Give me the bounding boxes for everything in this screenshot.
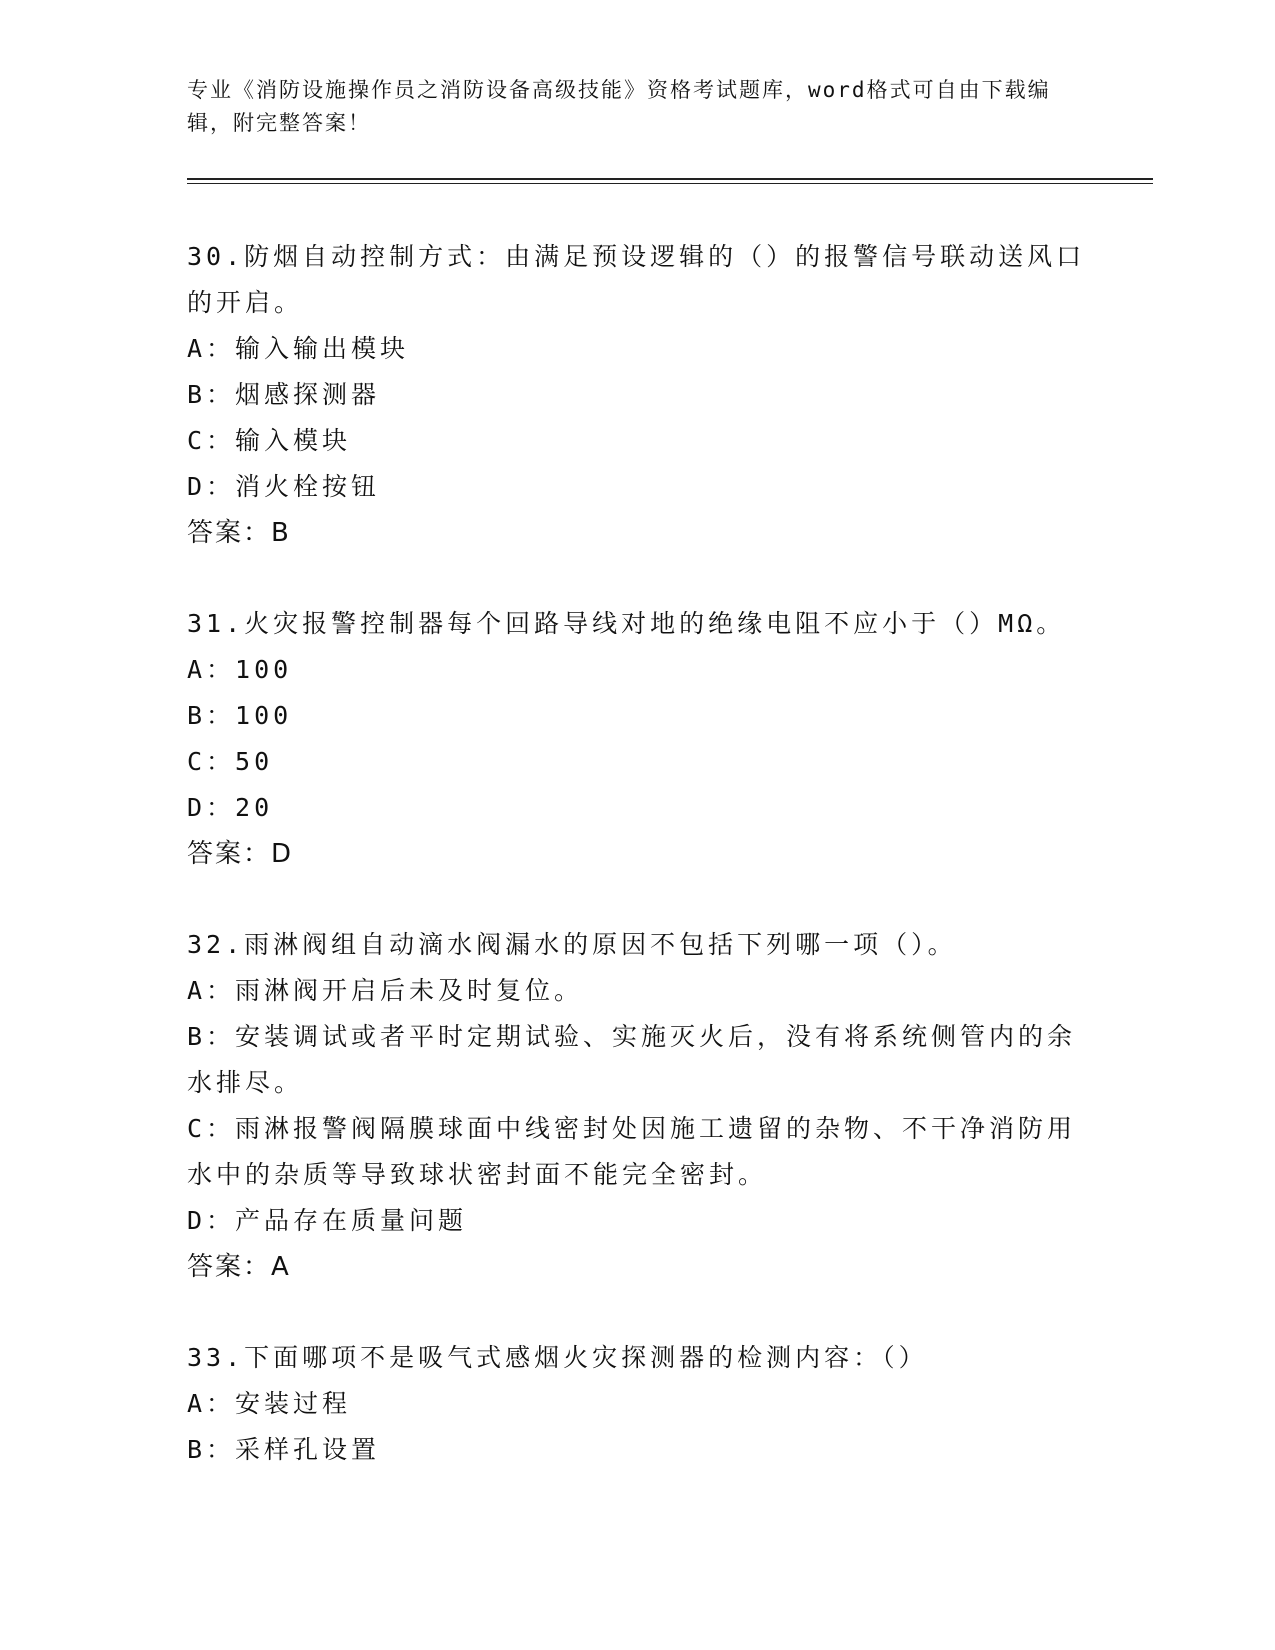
question-list	[187, 234, 1087, 1518]
question-31	[187, 601, 1087, 877]
option-b: B：烟感探测器	[187, 380, 381, 409]
answer: 答案：D	[187, 839, 294, 869]
option-d: D：产品存在质量问题	[187, 1206, 468, 1235]
question-32	[187, 922, 1087, 1290]
question-stem: 32.雨淋阀组自动滴水阀漏水的原因不包括下列哪一项（）。	[187, 930, 957, 959]
option-a: A：输入输出模块	[187, 334, 410, 363]
question-stem: 30.防烟自动控制方式：由满足预设逻辑的（）的报警信号联动送风口的开启。	[187, 242, 1086, 317]
option-b: B：100	[187, 701, 293, 730]
document-header: 专业《消防设施操作员之消防设备高级技能》资格考试题库，word格式可自由下载编辑，附完整答案！	[187, 78, 1051, 135]
question-30	[187, 234, 1087, 556]
header-divider-thin	[187, 183, 1153, 184]
option-a: A：安装过程	[187, 1389, 352, 1418]
option-c: C：50	[187, 747, 274, 776]
answer: 答案：B	[187, 518, 291, 548]
option-c: C：输入模块	[187, 426, 352, 455]
option-b: B：采样孔设置	[187, 1435, 381, 1464]
option-c: C：雨淋报警阀隔膜球面中线密封处因施工遗留的杂物、不干净消防用水中的杂质等导致球状密封面不能完全密封。	[187, 1114, 1077, 1189]
question-stem: 33.下面哪项不是吸气式感烟火灾探测器的检测内容：（）	[187, 1343, 928, 1372]
question-stem: 31.火灾报警控制器每个回路导线对地的绝缘电阻不应小于（）MΩ。	[187, 609, 1066, 638]
question-33	[187, 1335, 1087, 1473]
option-b: B：安装调试或者平时定期试验、实施灭火后，没有将系统侧管内的余水排尽。	[187, 1022, 1077, 1097]
option-a: A：100	[187, 655, 293, 684]
option-a: A：雨淋阀开启后未及时复位。	[187, 976, 584, 1005]
header-divider-thick	[187, 178, 1153, 180]
option-d: D：消火栓按钮	[187, 472, 381, 501]
option-d: D：20	[187, 793, 274, 822]
answer: 答案：A	[187, 1252, 291, 1282]
